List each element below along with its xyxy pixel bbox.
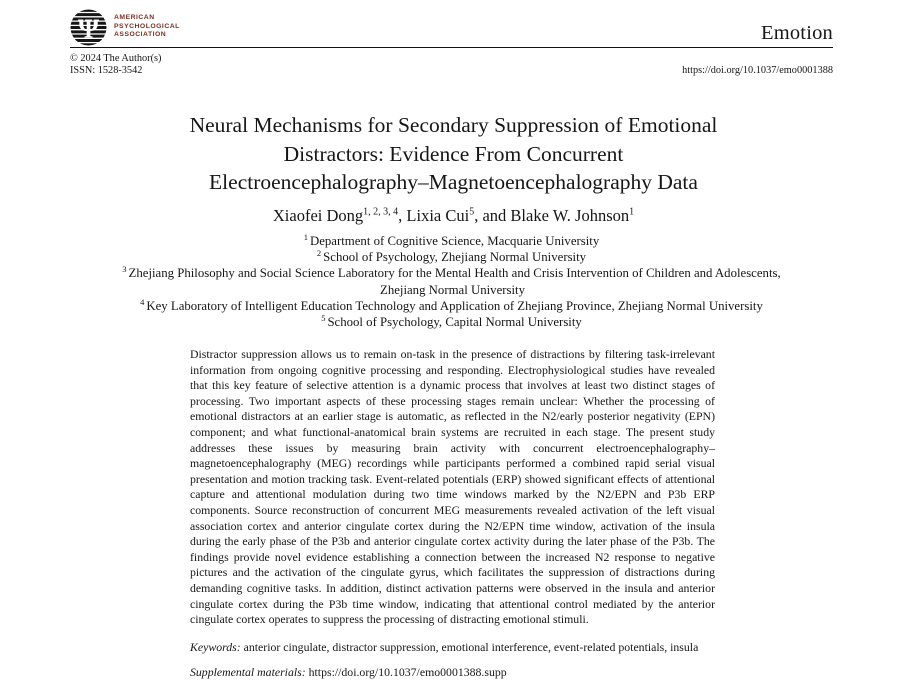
svg-text:Ψ: Ψ	[77, 13, 100, 44]
author	[406, 206, 510, 225]
author-name: Xiaofei Dong	[272, 206, 364, 225]
issn-line: ISSN: 1528-3542	[70, 64, 143, 76]
affiliations-block	[70, 233, 833, 330]
affiliation-sup: 2	[316, 247, 322, 258]
author-affiliation-sup: 1, 2, 3, 4	[363, 206, 399, 218]
journal-title: Emotion	[760, 22, 833, 44]
affiliation-text: Zhejiang Philosophy and Social Science Laboratory for the Mental Health and Crisis Intervention of Children and Adolescents,	[128, 266, 781, 281]
header-rule	[70, 47, 833, 48]
apa-logo-wordmark	[114, 14, 180, 40]
affiliation-sup: 3	[122, 264, 127, 275]
article-title-line: Distractors: Evidence From Concurrent	[283, 141, 624, 166]
article-title-line: Electroencephalography–Magnetoencephalography Data	[209, 170, 698, 194]
affiliation-text: Zhejiang Normal University	[380, 282, 525, 297]
affiliation-sup: 5	[321, 312, 326, 323]
supplemental-line	[190, 665, 715, 680]
keywords-label: Keywords:	[190, 640, 241, 654]
author-affiliation-sup: 1	[629, 206, 635, 218]
affiliation-line	[70, 314, 833, 330]
logo-line: PSYCHOLOGICAL	[114, 22, 180, 30]
author-byline	[0, 206, 907, 226]
author	[273, 206, 407, 225]
article-title-line: Neural Mechanisms for Secondary Suppression of Emotional	[189, 113, 718, 137]
author-affiliation-sup: 5	[469, 206, 475, 218]
copyright-line: © 2024 The Author(s)	[70, 53, 162, 64]
article-title	[0, 111, 907, 197]
keywords-line	[190, 640, 715, 655]
author-name: Blake W. Johnson	[510, 206, 630, 225]
affiliation-sup: 1	[303, 231, 308, 242]
copyright-block	[70, 53, 161, 76]
author-separator: ,	[398, 206, 407, 225]
author	[510, 206, 634, 225]
affiliation-line	[70, 282, 833, 298]
affiliation-sup: 4	[140, 296, 145, 307]
apa-psi-logo-icon	[70, 9, 107, 46]
affiliation-line	[70, 265, 833, 281]
logo-line: AMERICAN	[114, 14, 155, 21]
abstract-paragraph: Distractor suppression allows us to remain on-task in the presence of distractions by filtering task-irrelevant information from ongoing cognitive processing and responding. Electrophysiological studies have revealed that this key feature of selective attention is a dynamic process that involves at least two distinct stages of processing. Two important aspects of these processing stages remain unclear: Whether the processing of emotional distractors at an earlier stage is automatic, as reflected in the N2/early posterior negativity (EPN) component; and what functional-anatomical brain systems are recruited in each stage. The present study addresses these issues by measuring brain activity with concurrent electroencephalography–magnetoencephalography (MEG) recordings while participants performed a combined rapid serial visual presentation and motion tracking task. Event-related potentials (ERP) showed significant effects of attentional capture and attentional modulation during two time windows marked by the N2/EPN and P3b ERP components. Source reconstruction of concurrent MEG measurements revealed activation of the left visual association cortex and anterior cingulate cortex during the N2/EPN time window, activation of the insula during the early phase of the P3b and anterior cingulate cortex activity during the later phase of the P3b. The findings provide novel evidence establishing a connection between the increased N2 response to negative pictures and the activation of the cingulate gyrus, which facilitates the suppression of distractions during demanding cognitive tasks. In addition, distinct activation patterns were observed in the insula and anterior cingulate cortex during the P3b time window, indicating that attentional control mediated by the anterior cingulate cortex operates to suppress the processing of distracting emotional stimuli.	[190, 347, 715, 627]
supplemental-label: Supplemental materials:	[190, 665, 306, 679]
affiliation-text: School of Psychology, Zhejiang Normal University	[323, 250, 587, 265]
affiliation-text: School of Psychology, Capital Normal University	[327, 315, 582, 330]
affiliation-line	[70, 249, 833, 265]
author-separator: , and	[474, 206, 511, 225]
affiliation-line	[70, 298, 833, 314]
affiliation-line	[70, 233, 833, 249]
apa-logo	[70, 9, 180, 46]
author-name: Lixia Cui	[406, 206, 470, 225]
article-doi-link[interactable]: https://doi.org/10.1037/emo0001388	[682, 65, 833, 76]
supplemental-doi-link[interactable]: https://doi.org/10.1037/emo0001388.supp	[308, 665, 507, 679]
affiliation-text: Key Laboratory of Intelligent Education Technology and Application of Zhejiang Province, Zhejiang Normal University	[146, 298, 763, 313]
keywords-text: anterior cingulate, distractor suppression, emotional interference, event-related potentials, insula	[243, 640, 699, 654]
affiliation-text: Department of Cognitive Science, Macquarie University	[309, 234, 600, 248]
logo-line: ASSOCIATION	[114, 31, 167, 39]
